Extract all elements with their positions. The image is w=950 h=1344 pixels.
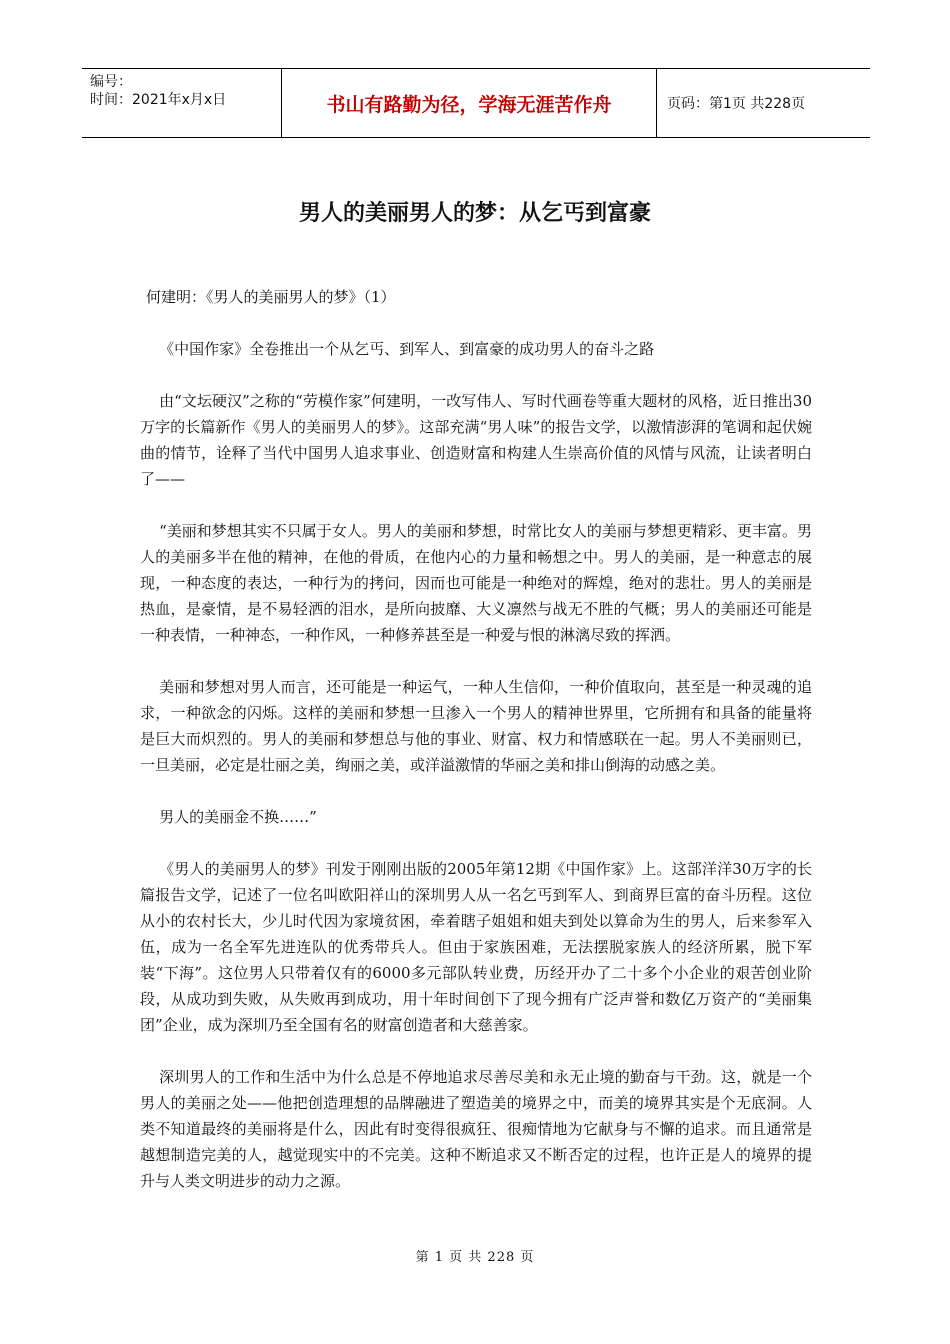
- paragraph: 深圳男人的工作和生活中为什么总是不停地追求尽善尽美和永无止境的勤奋与干劲。这，就是一个男人的美丽之处——他把创造理想的品牌融进了塑造美的境界之中，而美的境界其实是个无底洞。人类不知道最终的美丽将是什么，因此有时变得很疯狂、很痴情地为它献身与不懈的追求。而且通常是越想制造完美的人，越觉现实中的不完美。这种不断追求又不断否定的过程，也许正是人的境界的提升与人类文明进步的动力之源。: [140, 1068, 812, 1190]
- page-code: 页码：第1页 共228页: [667, 96, 806, 112]
- paragraph: 由“文坛硬汉”之称的“劳模作家”何建明，一改写伟人、写时代画卷等重大题材的风格，近日推出30万字的长篇新作《男人的美丽男人的梦》。这部充满“男人味”的报告文学，以激情澎湃的笔调和起伏婉曲的情节，诠释了当代中国男人追求事业、创造财富和构建人生崇高价值的风情与风流，让读者明白了——: [140, 392, 812, 488]
- header-page-cell: [657, 69, 870, 137]
- paragraph: 美丽和梦想对男人而言，还可能是一种运气，一种人生信仰，一种价值取向，甚至是一种灵魂的追求，一种欲念的闪烁。这样的美丽和梦想一旦渗入一个男人的精神世界里，它所拥有和具备的能量将是巨大而炽烈的。男人的美丽和梦想总与他的事业、财富、权力和情感联在一起。男人不美丽则已，一旦美丽，必定是壮丽之美，绚丽之美，或洋溢激情的华丽之美和排山倒海的动感之美。: [140, 678, 812, 774]
- page-footer: 第 1 页 共 228 页: [415, 1250, 535, 1265]
- serial-label: 编号：: [90, 74, 132, 90]
- paragraph: 《中国作家》全卷推出一个从乞丐、到军人、到富豪的成功男人的奋斗之路: [159, 340, 655, 358]
- paragraph: “美丽和梦想其实不只属于女人。男人的美丽和梦想，时常比女人的美丽与梦想更精彩、更丰富。男人的美丽多半在他的精神，在他的骨质，在他内心的力量和畅想之中。男人的美丽，是一种意志的展现，一种态度的表达，一种行为的拷问，因而也可能是一种绝对的辉煌，绝对的悲壮。男人的美丽是热血，是豪情，是不易轻洒的泪水，是所向披靡、大义凛然与战无不胜的气概；男人的美丽还可能是一种表情，一种神态，一种作风，一种修养甚至是一种爱与恨的淋漓尽致的挥洒。: [140, 522, 812, 644]
- paragraph: 何建明：《男人的美丽男人的梦》（1）: [146, 288, 396, 306]
- header-motto-cell: [282, 69, 657, 137]
- paragraph: 男人的美丽金不换……”: [159, 808, 317, 826]
- motto: 书山有路勤为径，学海无涯苦作舟: [326, 93, 612, 116]
- document-title: 男人的美丽男人的梦：从乞丐到富豪: [298, 201, 651, 226]
- document-body: [140, 284, 812, 1220]
- header-meta-cell: [82, 69, 282, 137]
- date-line: 时间：2021年x月x日: [90, 92, 227, 108]
- header-table: [82, 68, 870, 138]
- paragraph: 《男人的美丽男人的梦》刊发于刚刚出版的2005年第12期《中国作家》上。这部洋洋30万字的长篇报告文学，记述了一位名叫欧阳祥山的深圳男人从一名乞丐到军人、到商界巨富的奋斗历程。这位从小的农村长大，少儿时代因为家境贫困，牵着瞎子姐姐和姐夫到处以算命为生的男人，后来参军入伍，成为一名全军先进连队的优秀带兵人。但由于家族困难，无法摆脱家族人的经济所累，脱下军装“下海”。这位男人只带着仅有的6000多元部队转业费，历经开办了二十多个小企业的艰苦创业阶段，从成功到失败，从失败再到成功，用十年时间创下了现今拥有广泛声誉和数亿万资产的“美丽集团”企业，成为深圳乃至全国有名的财富创造者和大慈善家。: [140, 860, 812, 1034]
